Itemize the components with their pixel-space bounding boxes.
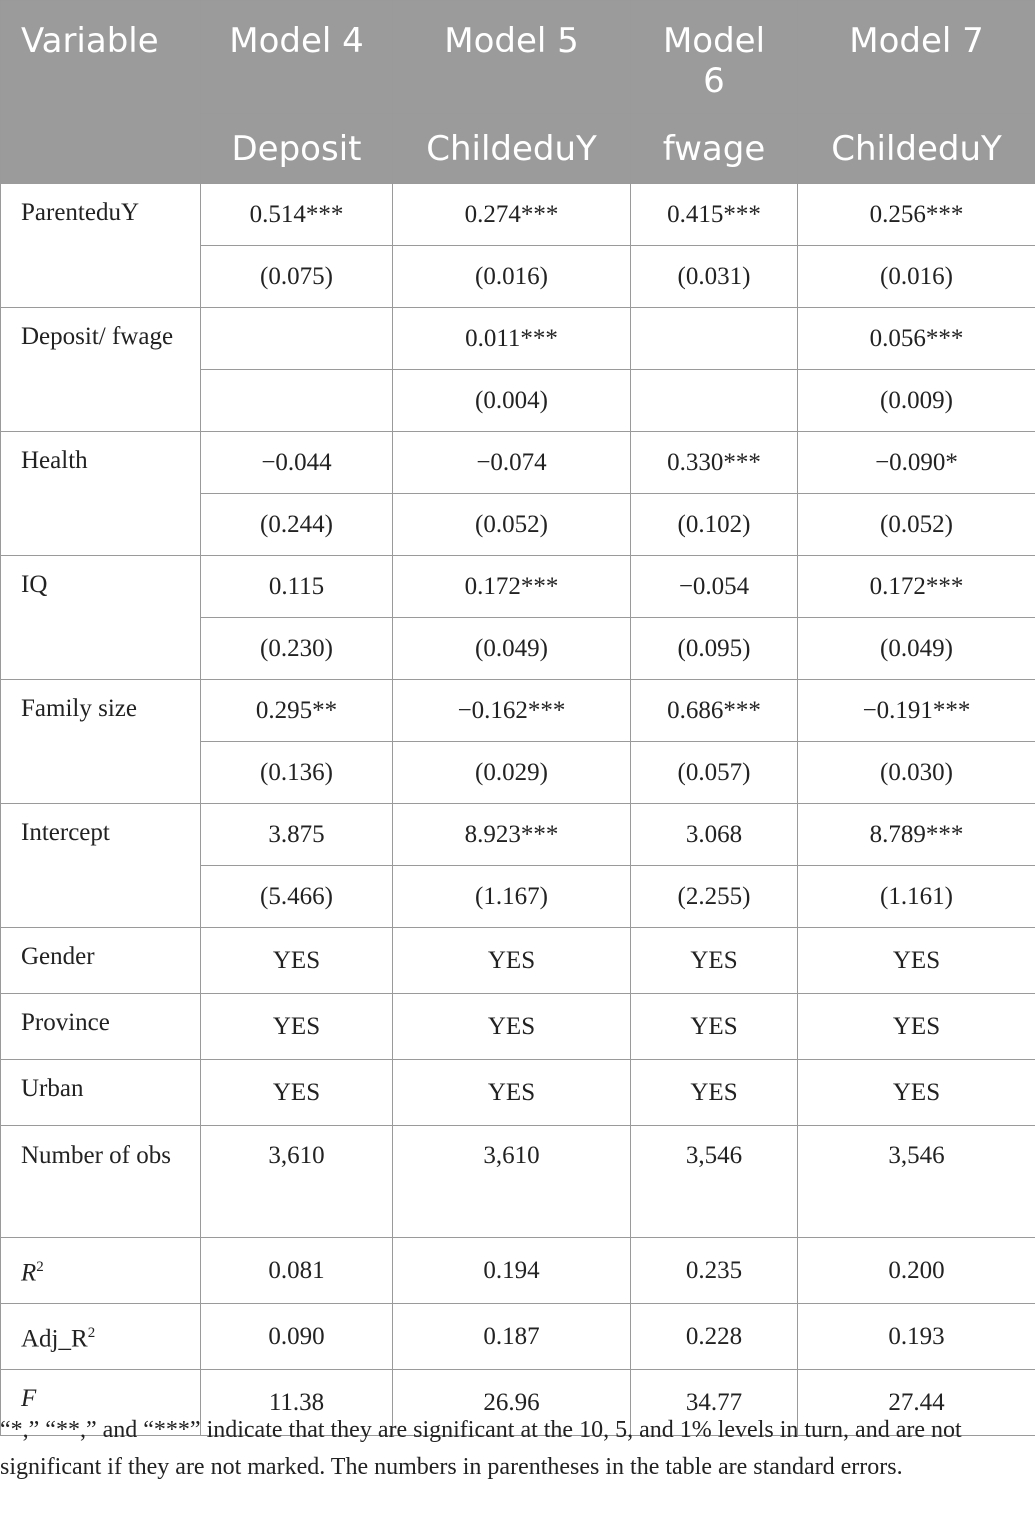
- coef-cell: 0.295**: [201, 680, 393, 742]
- coef-cell: [201, 308, 393, 370]
- r2-superscript: 2: [36, 1259, 44, 1275]
- se-cell: (0.052): [798, 494, 1035, 556]
- value-cell: YES: [393, 1060, 631, 1126]
- coef-cell: −0.162***: [393, 680, 631, 742]
- se-cell: (5.466): [201, 866, 393, 928]
- value-cell: 0.081: [201, 1238, 393, 1304]
- se-cell: [631, 370, 798, 432]
- se-cell: (0.057): [631, 742, 798, 804]
- header-dependent: ChildeduY: [393, 114, 631, 184]
- value-cell: 0.228: [631, 1304, 798, 1370]
- se-cell: (0.016): [798, 246, 1035, 308]
- header-dependent: ChildeduY: [798, 114, 1035, 184]
- f-label: F: [21, 1385, 37, 1412]
- header-model-4: Model 4: [201, 1, 393, 114]
- coef-cell: 0.686***: [631, 680, 798, 742]
- coef-cell: −0.074: [393, 432, 631, 494]
- value-cell: 0.200: [798, 1238, 1035, 1304]
- row-label: ParenteduY: [1, 184, 201, 308]
- se-cell: (0.244): [201, 494, 393, 556]
- adj-r2-label: Adj_R: [21, 1325, 88, 1353]
- row-label: Health: [1, 432, 201, 556]
- row-label: Urban: [1, 1060, 201, 1126]
- table-row: [1, 556, 1035, 618]
- value-cell: 3,610: [201, 1126, 393, 1238]
- header-dependent: Deposit: [201, 114, 393, 184]
- row-label: Province: [1, 994, 201, 1060]
- value-cell: YES: [201, 1060, 393, 1126]
- value-cell: 0.235: [631, 1238, 798, 1304]
- coef-cell: 3.875: [201, 804, 393, 866]
- coef-cell: 0.274***: [393, 184, 631, 246]
- coef-cell: −0.054: [631, 556, 798, 618]
- se-cell: (0.095): [631, 618, 798, 680]
- table-row: [1, 1238, 1035, 1304]
- table-row: [1, 680, 1035, 742]
- header-variable: Variable: [1, 1, 201, 184]
- row-label: IQ: [1, 556, 201, 680]
- value-cell: YES: [798, 1060, 1035, 1126]
- coef-cell: 0.011***: [393, 308, 631, 370]
- value-cell: 26.96: [393, 1370, 631, 1436]
- row-label: Gender: [1, 928, 201, 994]
- coef-cell: 0.115: [201, 556, 393, 618]
- coef-cell: −0.191***: [798, 680, 1035, 742]
- coef-cell: 0.172***: [393, 556, 631, 618]
- row-label: Number of obs: [1, 1126, 201, 1238]
- se-cell: (1.161): [798, 866, 1035, 928]
- se-cell: (1.167): [393, 866, 631, 928]
- row-label: [1, 1304, 201, 1370]
- value-cell: YES: [393, 994, 631, 1060]
- value-cell: YES: [631, 1060, 798, 1126]
- value-cell: YES: [631, 994, 798, 1060]
- header-row-models: [1, 1, 1035, 114]
- se-cell: (0.136): [201, 742, 393, 804]
- coef-cell: 0.330***: [631, 432, 798, 494]
- se-cell: (0.030): [798, 742, 1035, 804]
- se-cell: (0.052): [393, 494, 631, 556]
- header-model-5: Model 5: [393, 1, 631, 114]
- value-cell: 0.187: [393, 1304, 631, 1370]
- se-cell: (0.049): [798, 618, 1035, 680]
- se-cell: (0.016): [393, 246, 631, 308]
- se-cell: [201, 370, 393, 432]
- table-row: [1, 1304, 1035, 1370]
- row-label: Deposit/ fwage: [1, 308, 201, 432]
- coef-cell: 8.923***: [393, 804, 631, 866]
- value-cell: YES: [393, 928, 631, 994]
- coef-cell: 0.172***: [798, 556, 1035, 618]
- table-row: [1, 1126, 1035, 1238]
- value-cell: 11.38: [201, 1370, 393, 1436]
- se-cell: (2.255): [631, 866, 798, 928]
- se-cell: (0.009): [798, 370, 1035, 432]
- coef-cell: 3.068: [631, 804, 798, 866]
- r2-label: R: [21, 1259, 37, 1287]
- value-cell: YES: [201, 928, 393, 994]
- se-cell: (0.049): [393, 618, 631, 680]
- coef-cell: 0.514***: [201, 184, 393, 246]
- value-cell: 0.090: [201, 1304, 393, 1370]
- header-model-7: Model 7: [798, 1, 1035, 114]
- coef-cell: −0.044: [201, 432, 393, 494]
- adj-r2-superscript: 2: [87, 1325, 96, 1341]
- se-cell: (0.029): [393, 742, 631, 804]
- coef-cell: 8.789***: [798, 804, 1035, 866]
- table-row: [1, 928, 1035, 994]
- header-model-6: Model 6: [631, 1, 798, 114]
- table-row: [1, 184, 1035, 246]
- value-cell: 3,610: [393, 1126, 631, 1238]
- coef-cell: 0.415***: [631, 184, 798, 246]
- value-cell: 0.194: [393, 1238, 631, 1304]
- table-row: [1, 804, 1035, 866]
- value-cell: 3,546: [798, 1126, 1035, 1238]
- se-cell: (0.004): [393, 370, 631, 432]
- table-row: [1, 308, 1035, 370]
- value-cell: YES: [631, 928, 798, 994]
- coef-cell: 0.256***: [798, 184, 1035, 246]
- value-cell: YES: [201, 994, 393, 1060]
- row-label: Family size: [1, 680, 201, 804]
- coef-cell: −0.090*: [798, 432, 1035, 494]
- coef-cell: 0.056***: [798, 308, 1035, 370]
- row-label: Intercept: [1, 804, 201, 928]
- row-label: [1, 1238, 201, 1304]
- value-cell: YES: [798, 994, 1035, 1060]
- value-cell: 0.193: [798, 1304, 1035, 1370]
- se-cell: (0.230): [201, 618, 393, 680]
- value-cell: YES: [798, 928, 1035, 994]
- table-footnote: “*,” “**,” and “***” indicate that they are significant at the 10, 5, and 1% levels in turn, and are not significant if they are not marked. The numbers in parentheses in the table are standard errors.: [0, 1417, 962, 1480]
- header-dependent: fwage: [631, 114, 798, 184]
- value-cell: 34.77: [631, 1370, 798, 1436]
- table-row: [1, 432, 1035, 494]
- se-cell: (0.102): [631, 494, 798, 556]
- table-row: [1, 1060, 1035, 1126]
- se-cell: (0.075): [201, 246, 393, 308]
- value-cell: 27.44: [798, 1370, 1035, 1436]
- table-row: [1, 994, 1035, 1060]
- coef-cell: [631, 308, 798, 370]
- value-cell: 3,546: [631, 1126, 798, 1238]
- se-cell: (0.031): [631, 246, 798, 308]
